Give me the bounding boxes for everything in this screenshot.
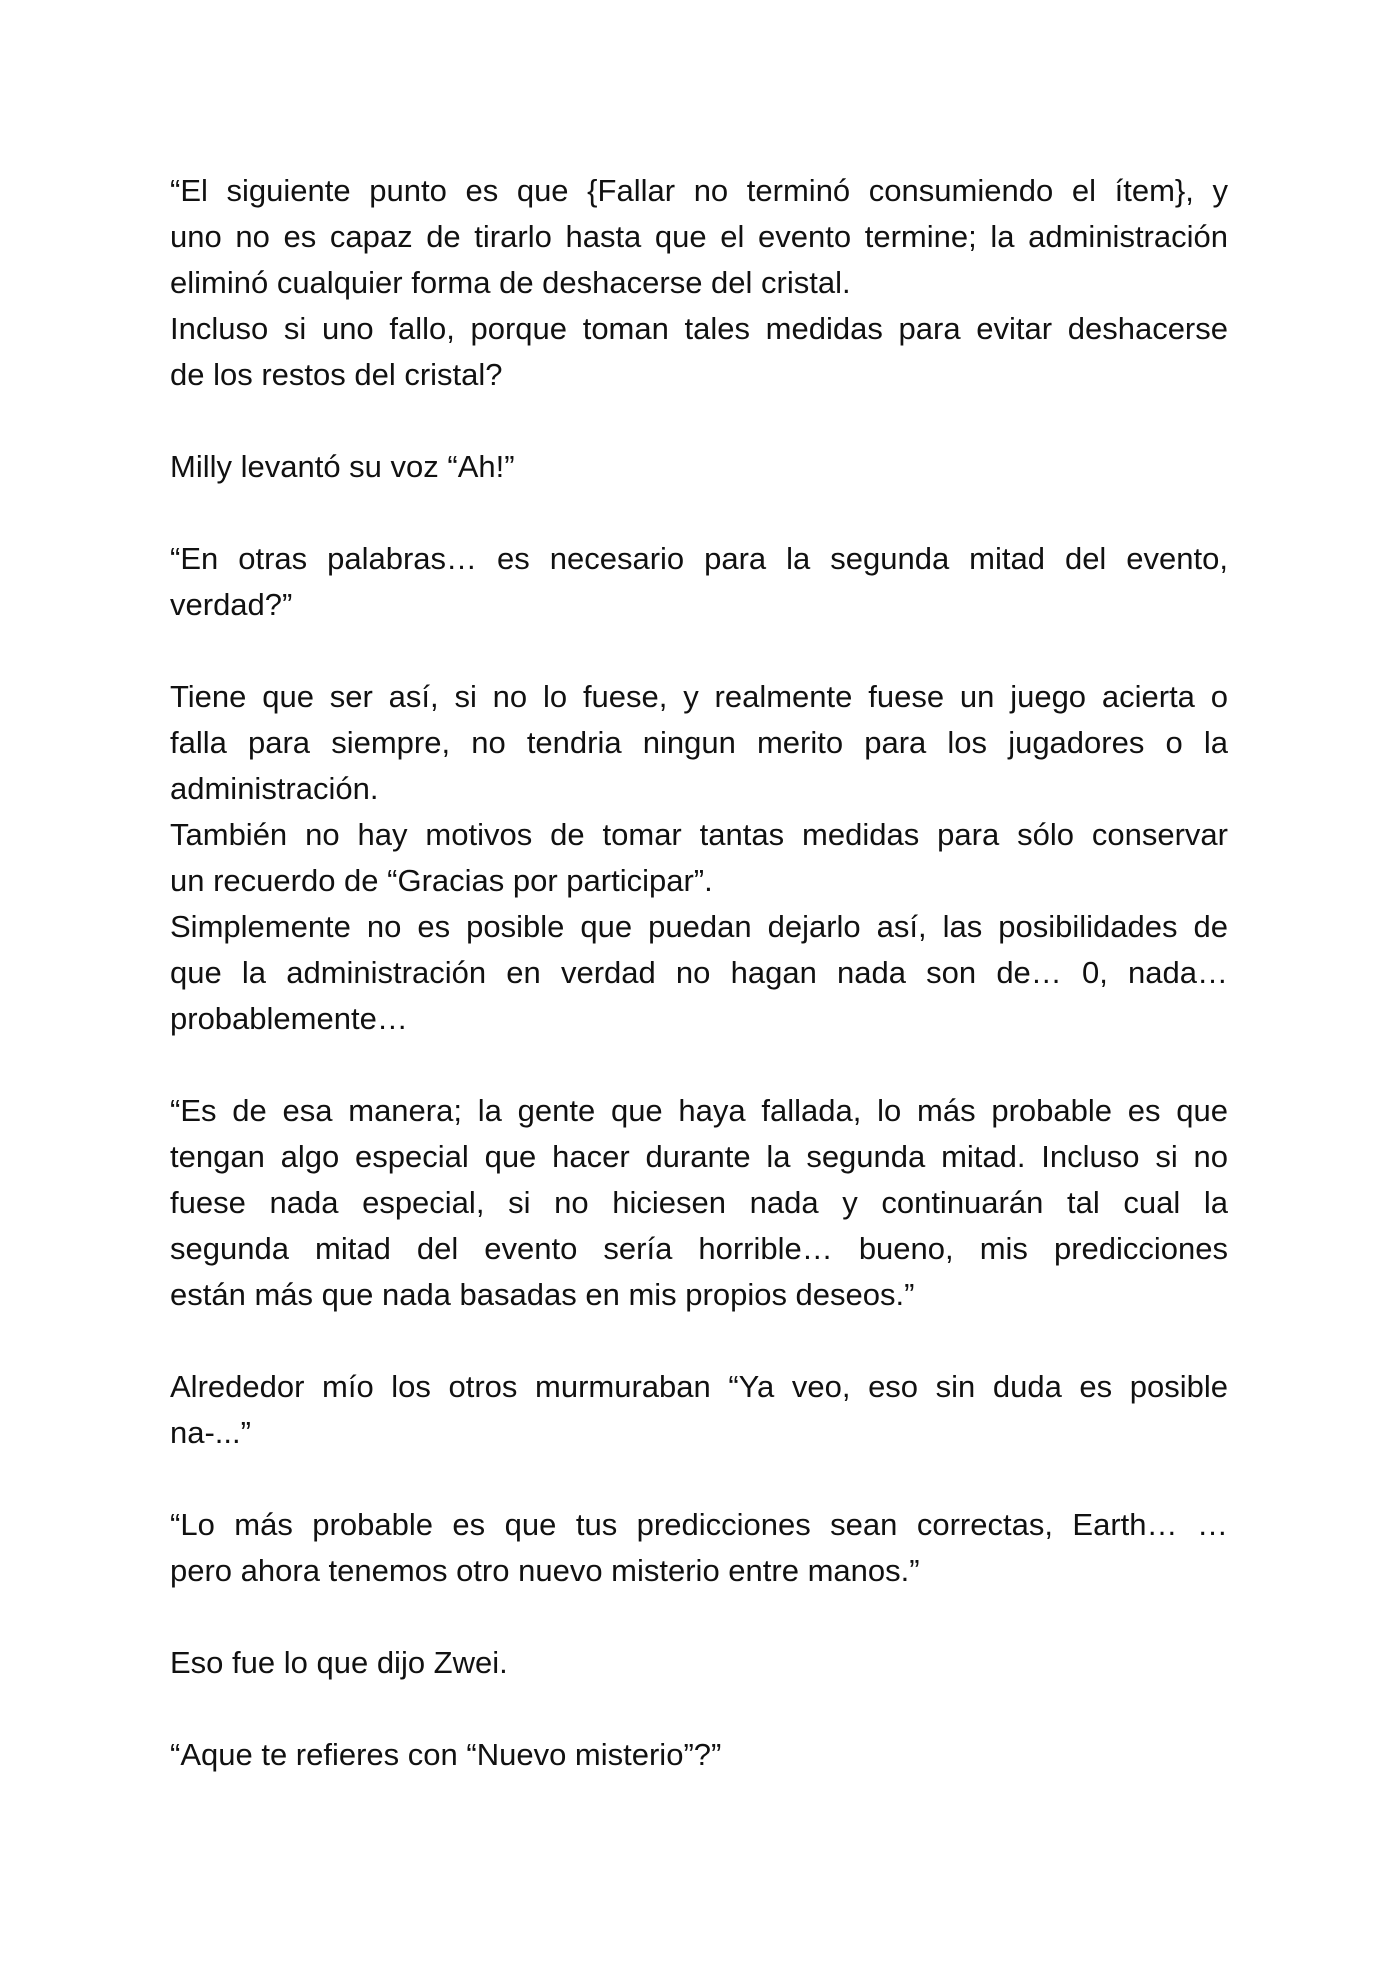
text-line: segunda mitad del evento sería horrible… bueno, mis predicciones	[170, 1231, 1228, 1266]
text-line: fuese nada especial, si no hiciesen nada y continuarán tal cual la	[170, 1185, 1228, 1220]
text-line: pero ahora tenemos otro nuevo misterio entre manos.”	[170, 1553, 920, 1588]
text-line: na-...”	[170, 1415, 251, 1450]
paragraph	[170, 1088, 1228, 1318]
text-line: “El siguiente punto es que {Fallar no terminó consumiendo el ítem}, y	[170, 173, 1228, 208]
text-line: probablemente…	[170, 1001, 408, 1036]
document-page	[170, 168, 1228, 1778]
text-line: administración.	[170, 771, 379, 806]
text-line: un recuerdo de “Gracias por participar”.	[170, 863, 713, 898]
paragraph	[170, 444, 1228, 490]
text-line: uno no es capaz de tirarlo hasta que el evento termine; la administración	[170, 219, 1228, 254]
text-line: También no hay motivos de tomar tantas medidas para sólo conservar	[170, 817, 1228, 852]
text-line: “Aque te refieres con “Nuevo misterio”?”	[170, 1737, 722, 1772]
text-line: Eso fue lo que dijo Zwei.	[170, 1645, 508, 1680]
paragraph	[170, 536, 1228, 628]
text-line: tengan algo especial que hacer durante la segunda mitad. Incluso si no	[170, 1139, 1228, 1174]
text-line: Tiene que ser así, si no lo fuese, y realmente fuese un juego acierta o	[170, 679, 1228, 714]
text-line: están más que nada basadas en mis propios deseos.”	[170, 1277, 915, 1312]
text-line: Incluso si uno fallo, porque toman tales medidas para evitar deshacerse	[170, 311, 1228, 346]
text-line: “Lo más probable es que tus predicciones sean correctas, Earth… …	[170, 1507, 1228, 1542]
paragraph	[170, 1732, 1228, 1778]
text-line: que la administración en verdad no hagan nada son de… 0, nada…	[170, 955, 1228, 990]
paragraph	[170, 1502, 1228, 1594]
text-line: falla para siempre, no tendria ningun merito para los jugadores o la	[170, 725, 1228, 760]
text-line: Alrededor mío los otros murmuraban “Ya veo, eso sin duda es posible	[170, 1369, 1228, 1404]
text-line: Simplemente no es posible que puedan dejarlo así, las posibilidades de	[170, 909, 1228, 944]
text-line: “Es de esa manera; la gente que haya fallada, lo más probable es que	[170, 1093, 1228, 1128]
text-line: Milly levantó su voz “Ah!”	[170, 449, 515, 484]
paragraph	[170, 1364, 1228, 1456]
text-line: “En otras palabras… es necesario para la segunda mitad del evento,	[170, 541, 1228, 576]
paragraph	[170, 1640, 1228, 1686]
paragraph	[170, 168, 1228, 398]
text-line: de los restos del cristal?	[170, 357, 503, 392]
paragraph	[170, 674, 1228, 1042]
text-line: eliminó cualquier forma de deshacerse del cristal.	[170, 265, 851, 300]
text-line: verdad?”	[170, 587, 293, 622]
